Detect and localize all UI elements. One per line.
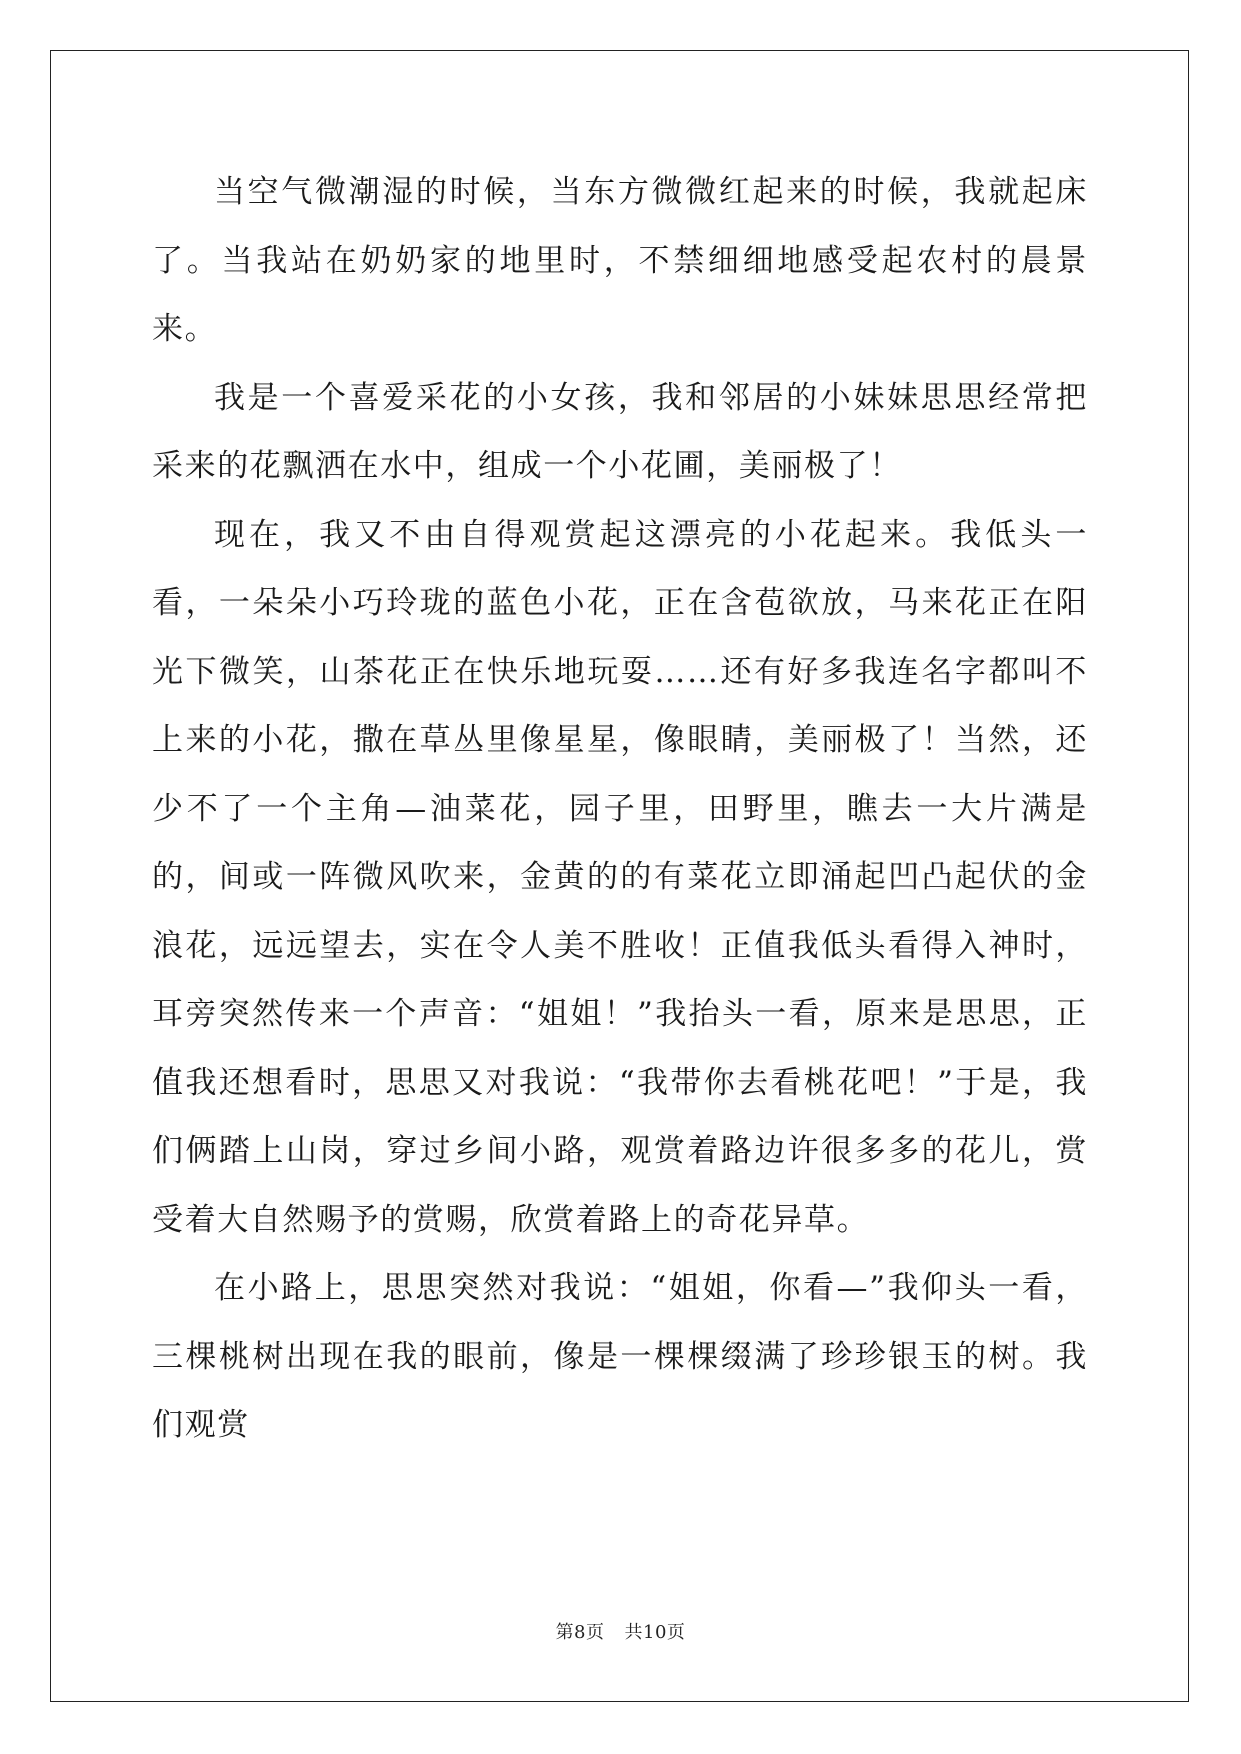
page-number: 第8页 xyxy=(555,1622,605,1643)
page-total: 共10页 xyxy=(624,1622,686,1643)
paragraph-4: 在小路上，思思突然对我说：“姐姐，你看—”我仰头一看，三棵桃树出现在我的眼前，像是一棵棵缀满了珍珍银玉的树。我们观赏 xyxy=(152,1270,1088,1443)
body-text xyxy=(152,158,1088,1460)
page-footer xyxy=(0,1618,1241,1644)
paragraph-3: 现在，我又不由自得观赏起这漂亮的小花起来。我低头一看，一朵朵小巧玲珑的蓝色小花，正在含苞欲放，马来花正在阳光下微笑，山茶花正在快乐地玩耍……还有好多我连名字都叫不上来的小花，撒在草丛里像星星，像眼睛，美丽极了！当然，还少不了一个主角—油菜花，园子里，田野里，瞧去一大片满是的，间或一阵微风吹来，金黄的的有菜花立即涌起凹凸起伏的金浪花，远远望去，实在令人美不胜收！正值我低头看得入神时，耳旁突然传来一个声音：“姐姐！”我抬头一看，原来是思思，正值我还想看时，思思又对我说：“我带你去看桃花吧！”于是，我们俩踏上山岗，穿过乡间小路，观赏着路边许很多多的花儿，赏受着大自然赐予的赏赐，欣赏着路上的奇花异草。 xyxy=(152,516,1088,1238)
paragraph-2: 我是一个喜爱采花的小女孩，我和邻居的小妹妹思思经常把采来的花飘洒在水中，组成一个小花圃，美丽极了！ xyxy=(152,379,1088,484)
paragraph-1: 当空气微潮湿的时候，当东方微微红起来的时候，我就起床了。当我站在奶奶家的地里时，不禁细细地感受起农村的晨景来。 xyxy=(152,174,1088,347)
